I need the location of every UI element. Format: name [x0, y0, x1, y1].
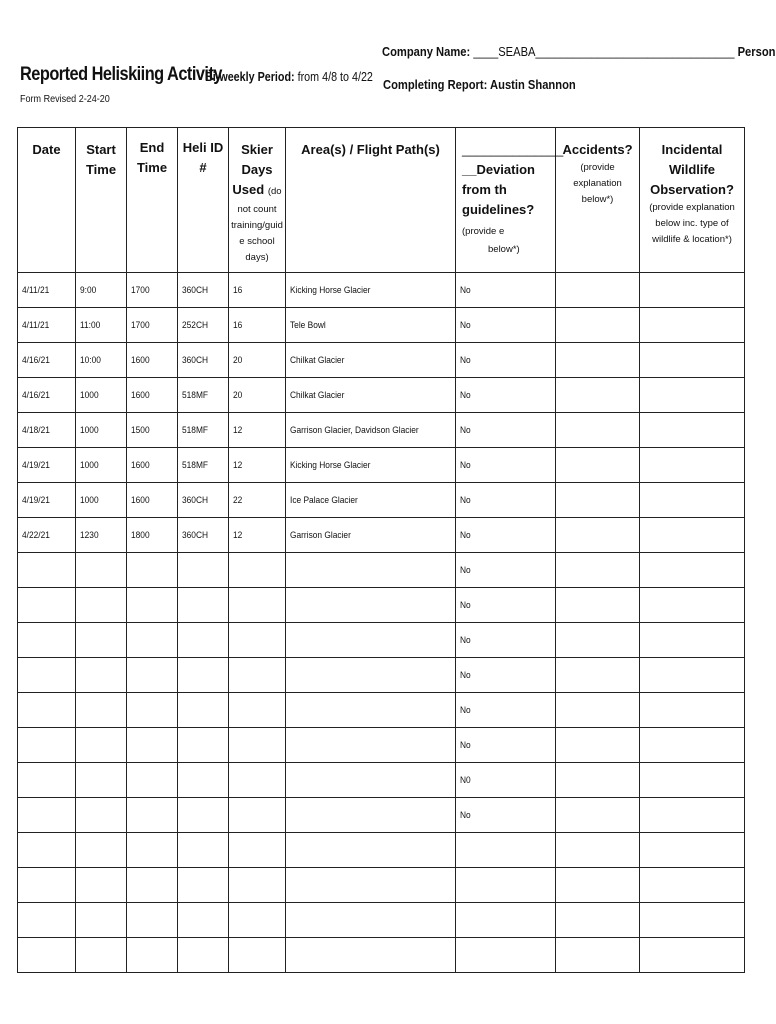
deviation-cell[interactable]: No — [456, 693, 556, 728]
heli-id-cell[interactable] — [178, 903, 229, 938]
end-time-cell[interactable]: 1600 — [127, 343, 178, 378]
wildlife-cell[interactable] — [640, 588, 745, 623]
area-cell[interactable] — [286, 798, 456, 833]
deviation-cell[interactable]: No — [456, 413, 556, 448]
date-cell[interactable] — [18, 588, 76, 623]
heli-id-cell[interactable] — [178, 868, 229, 903]
company-name-field[interactable]: ____SEABA________________________________ — [473, 44, 735, 59]
end-time-cell[interactable] — [127, 693, 178, 728]
deviation-cell[interactable]: No — [456, 658, 556, 693]
table-row — [18, 868, 745, 903]
date-cell[interactable] — [18, 553, 76, 588]
accidents-cell[interactable] — [556, 553, 640, 588]
wildlife-cell[interactable] — [640, 623, 745, 658]
start-time-cell[interactable] — [76, 798, 127, 833]
date-cell[interactable] — [18, 693, 76, 728]
skier-days-cell[interactable]: 20 — [229, 378, 286, 413]
completing-value[interactable]: Austin Shannon — [490, 77, 576, 92]
date-cell[interactable]: 4/19/21 — [18, 448, 76, 483]
skier-days-cell[interactable]: 16 — [229, 308, 286, 343]
skier-days-cell[interactable] — [229, 938, 286, 973]
date-cell[interactable]: 4/11/21 — [18, 273, 76, 308]
start-time-cell[interactable]: 10:00 — [76, 343, 127, 378]
accidents-cell[interactable] — [556, 518, 640, 553]
start-time-cell[interactable] — [76, 763, 127, 798]
accidents-cell[interactable] — [556, 693, 640, 728]
wildlife-cell[interactable] — [640, 833, 745, 868]
skier-days-cell[interactable]: 22 — [229, 483, 286, 518]
accidents-cell[interactable] — [556, 623, 640, 658]
area-cell[interactable]: Chilkat Glacier — [286, 378, 456, 413]
heli-id-cell[interactable] — [178, 623, 229, 658]
heli-id-cell[interactable] — [178, 833, 229, 868]
date-cell[interactable] — [18, 763, 76, 798]
end-time-cell[interactable] — [127, 798, 178, 833]
date-cell[interactable]: 4/19/21 — [18, 483, 76, 518]
accidents-cell[interactable] — [556, 483, 640, 518]
wildlife-cell[interactable] — [640, 938, 745, 973]
table-row — [18, 623, 745, 658]
end-time-cell[interactable] — [127, 763, 178, 798]
heli-id-cell[interactable] — [178, 553, 229, 588]
table-row — [18, 448, 745, 483]
deviation-cell[interactable]: No — [456, 273, 556, 308]
table-row — [18, 273, 745, 308]
date-cell[interactable] — [18, 658, 76, 693]
date-cell[interactable] — [18, 728, 76, 763]
col-end-time: End Time — [127, 128, 178, 273]
area-cell[interactable]: Ice Palace Glacier — [286, 483, 456, 518]
wildlife-cell[interactable] — [640, 273, 745, 308]
area-cell[interactable] — [286, 623, 456, 658]
start-time-cell[interactable]: 11:00 — [76, 308, 127, 343]
start-time-cell[interactable] — [76, 658, 127, 693]
accidents-cell[interactable] — [556, 903, 640, 938]
skier-days-cell[interactable] — [229, 763, 286, 798]
table-row — [18, 693, 745, 728]
date-cell[interactable]: 4/18/21 — [18, 413, 76, 448]
start-time-cell[interactable] — [76, 623, 127, 658]
skier-days-cell[interactable]: 12 — [229, 518, 286, 553]
skier-days-cell[interactable] — [229, 728, 286, 763]
heli-id-cell[interactable]: 360CH — [178, 343, 229, 378]
heli-id-cell[interactable]: 518MF — [178, 448, 229, 483]
date-cell[interactable] — [18, 903, 76, 938]
start-time-cell[interactable]: 9:00 — [76, 273, 127, 308]
wildlife-cell[interactable] — [640, 903, 745, 938]
start-time-cell[interactable] — [76, 588, 127, 623]
deviation-cell[interactable]: No — [456, 728, 556, 763]
area-cell[interactable] — [286, 868, 456, 903]
table-row — [18, 413, 745, 448]
heli-id-cell[interactable] — [178, 728, 229, 763]
end-time-cell[interactable]: 1700 — [127, 308, 178, 343]
area-cell[interactable]: Garrison Glacier, Davidson Glacier — [286, 413, 456, 448]
table-row — [18, 658, 745, 693]
date-cell[interactable] — [18, 868, 76, 903]
date-cell[interactable] — [18, 938, 76, 973]
area-cell[interactable]: Chilkat Glacier — [286, 343, 456, 378]
wildlife-cell[interactable] — [640, 308, 745, 343]
end-time-cell[interactable]: 1500 — [127, 413, 178, 448]
area-cell[interactable] — [286, 658, 456, 693]
start-time-cell[interactable]: 1230 — [76, 518, 127, 553]
skier-days-cell[interactable] — [229, 623, 286, 658]
end-time-cell[interactable] — [127, 938, 178, 973]
area-cell[interactable] — [286, 588, 456, 623]
accidents-cell[interactable] — [556, 588, 640, 623]
accidents-cell[interactable] — [556, 413, 640, 448]
accidents-cell[interactable] — [556, 798, 640, 833]
skier-days-cell[interactable] — [229, 868, 286, 903]
table-row — [18, 938, 745, 973]
table-row — [18, 833, 745, 868]
deviation-cell[interactable]: No — [456, 448, 556, 483]
table-row — [18, 343, 745, 378]
col-date: Date — [18, 128, 76, 273]
end-time-cell[interactable] — [127, 658, 178, 693]
heli-id-cell[interactable]: 518MF — [178, 413, 229, 448]
skier-days-cell[interactable]: 16 — [229, 273, 286, 308]
deviation-cell[interactable]: No — [456, 623, 556, 658]
wildlife-cell[interactable] — [640, 763, 745, 798]
area-cell[interactable]: Kicking Horse Glacier — [286, 448, 456, 483]
end-time-cell[interactable] — [127, 833, 178, 868]
start-time-cell[interactable]: 1000 — [76, 378, 127, 413]
wildlife-cell[interactable] — [640, 728, 745, 763]
area-cell[interactable] — [286, 728, 456, 763]
skier-days-cell[interactable] — [229, 903, 286, 938]
accidents-cell[interactable] — [556, 343, 640, 378]
area-cell[interactable] — [286, 903, 456, 938]
person-label: Person — [737, 44, 776, 59]
period-line — [205, 70, 373, 84]
deviation-cell[interactable]: No — [456, 553, 556, 588]
start-time-cell[interactable] — [76, 868, 127, 903]
col-area-flight-path: Area(s) / Flight Path(s) — [286, 128, 456, 273]
company-label: Company Name: — [382, 44, 471, 59]
area-cell[interactable]: Garrison Glacier — [286, 518, 456, 553]
end-time-cell[interactable] — [127, 903, 178, 938]
heli-id-cell[interactable] — [178, 588, 229, 623]
heli-id-cell[interactable]: 518MF — [178, 378, 229, 413]
company-line — [382, 44, 775, 59]
date-cell[interactable] — [18, 833, 76, 868]
date-cell[interactable]: 4/11/21 — [18, 308, 76, 343]
col-skier-days: Skier Days Used (do not count training/guid e school days) — [229, 128, 286, 273]
deviation-cell[interactable] — [456, 868, 556, 903]
table-row — [18, 483, 745, 518]
skier-days-cell[interactable] — [229, 798, 286, 833]
date-cell[interactable] — [18, 623, 76, 658]
area-cell[interactable] — [286, 763, 456, 798]
accidents-cell[interactable] — [556, 728, 640, 763]
date-cell[interactable]: 4/16/21 — [18, 378, 76, 413]
skier-days-cell[interactable] — [229, 553, 286, 588]
table-row — [18, 728, 745, 763]
area-cell[interactable]: Kicking Horse Glacier — [286, 273, 456, 308]
wildlife-cell[interactable] — [640, 343, 745, 378]
heli-id-cell[interactable]: 360CH — [178, 483, 229, 518]
form-revised: Form Revised 2-24-20 — [20, 93, 110, 105]
activity-table — [17, 127, 745, 973]
area-cell[interactable]: Tele Bowl — [286, 308, 456, 343]
date-cell[interactable]: 4/22/21 — [18, 518, 76, 553]
accidents-cell[interactable] — [556, 868, 640, 903]
wildlife-cell[interactable] — [640, 798, 745, 833]
completing-label: Completing Report: — [383, 77, 488, 92]
table-row — [18, 378, 745, 413]
period-label: Bi-weekly Period: — [205, 70, 295, 84]
table-row — [18, 308, 745, 343]
wildlife-cell[interactable] — [640, 518, 745, 553]
date-cell[interactable] — [18, 798, 76, 833]
deviation-cell[interactable] — [456, 903, 556, 938]
area-cell[interactable] — [286, 833, 456, 868]
heli-id-cell[interactable]: 360CH — [178, 518, 229, 553]
accidents-cell[interactable] — [556, 833, 640, 868]
area-cell[interactable] — [286, 938, 456, 973]
wildlife-cell[interactable] — [640, 658, 745, 693]
start-time-cell[interactable] — [76, 553, 127, 588]
end-time-cell[interactable] — [127, 623, 178, 658]
col-accidents: Accidents? (provide explanation below*) — [556, 128, 640, 273]
end-time-cell[interactable] — [127, 588, 178, 623]
wildlife-cell[interactable] — [640, 553, 745, 588]
skier-days-cell[interactable]: 12 — [229, 413, 286, 448]
wildlife-cell[interactable] — [640, 413, 745, 448]
deviation-cell[interactable] — [456, 833, 556, 868]
accidents-cell[interactable] — [556, 763, 640, 798]
table-row — [18, 553, 745, 588]
end-time-cell[interactable] — [127, 728, 178, 763]
table-row — [18, 588, 745, 623]
skier-days-cell[interactable]: 12 — [229, 448, 286, 483]
accidents-cell[interactable] — [556, 273, 640, 308]
heli-id-cell[interactable] — [178, 693, 229, 728]
start-time-cell[interactable]: 1000 — [76, 483, 127, 518]
start-time-cell[interactable] — [76, 833, 127, 868]
page-title: Reported Heliskiing Activity — [20, 64, 222, 85]
wildlife-cell[interactable] — [640, 483, 745, 518]
start-time-cell[interactable]: 1000 — [76, 448, 127, 483]
heli-id-cell[interactable]: 360CH — [178, 273, 229, 308]
wildlife-cell[interactable] — [640, 448, 745, 483]
period-value: from 4/8 to 4/22 — [297, 70, 373, 84]
deviation-cell[interactable] — [456, 938, 556, 973]
heli-id-cell[interactable]: 252CH — [178, 308, 229, 343]
area-cell[interactable] — [286, 553, 456, 588]
table-row — [18, 763, 745, 798]
col-deviation: ______________ __Deviation from th guidelines? (provide e below*) — [456, 128, 556, 273]
col-wildlife: Incidental Wildlife Observation? (provide explanation below inc. type of wildlife & location*) — [640, 128, 745, 273]
accidents-cell[interactable] — [556, 378, 640, 413]
skier-days-cell[interactable] — [229, 693, 286, 728]
accidents-cell[interactable] — [556, 308, 640, 343]
accidents-cell[interactable] — [556, 448, 640, 483]
start-time-cell[interactable] — [76, 903, 127, 938]
start-time-cell[interactable] — [76, 728, 127, 763]
end-time-cell[interactable]: 1800 — [127, 518, 178, 553]
skier-days-cell[interactable]: 20 — [229, 343, 286, 378]
end-time-cell[interactable]: 1700 — [127, 273, 178, 308]
deviation-cell[interactable]: No — [456, 483, 556, 518]
skier-days-cell[interactable] — [229, 833, 286, 868]
skier-days-cell[interactable] — [229, 588, 286, 623]
accidents-cell[interactable] — [556, 938, 640, 973]
table-row — [18, 798, 745, 833]
skier-days-cell[interactable] — [229, 658, 286, 693]
deviation-cell[interactable]: No — [456, 343, 556, 378]
heli-id-cell[interactable] — [178, 658, 229, 693]
wildlife-cell[interactable] — [640, 378, 745, 413]
end-time-cell[interactable]: 1600 — [127, 483, 178, 518]
end-time-cell[interactable]: 1600 — [127, 378, 178, 413]
table-row — [18, 903, 745, 938]
deviation-cell[interactable]: N0 — [456, 763, 556, 798]
header-row — [18, 128, 745, 273]
deviation-cell[interactable]: No — [456, 308, 556, 343]
heli-id-cell[interactable] — [178, 798, 229, 833]
date-cell[interactable]: 4/16/21 — [18, 343, 76, 378]
start-time-cell[interactable] — [76, 693, 127, 728]
start-time-cell[interactable] — [76, 938, 127, 973]
col-heli-id: Heli ID # — [178, 128, 229, 273]
table-row — [18, 518, 745, 553]
deviation-cell[interactable]: No — [456, 378, 556, 413]
col-start-time: Start Time — [76, 128, 127, 273]
completing-line — [383, 77, 576, 92]
heli-id-cell[interactable] — [178, 938, 229, 973]
accidents-cell[interactable] — [556, 658, 640, 693]
deviation-cell[interactable]: No — [456, 588, 556, 623]
wildlife-cell[interactable] — [640, 693, 745, 728]
end-time-cell[interactable] — [127, 868, 178, 903]
deviation-cell[interactable]: No — [456, 798, 556, 833]
end-time-cell[interactable] — [127, 553, 178, 588]
end-time-cell[interactable]: 1600 — [127, 448, 178, 483]
heli-id-cell[interactable] — [178, 763, 229, 798]
area-cell[interactable] — [286, 693, 456, 728]
wildlife-cell[interactable] — [640, 868, 745, 903]
deviation-cell[interactable]: No — [456, 518, 556, 553]
start-time-cell[interactable]: 1000 — [76, 413, 127, 448]
